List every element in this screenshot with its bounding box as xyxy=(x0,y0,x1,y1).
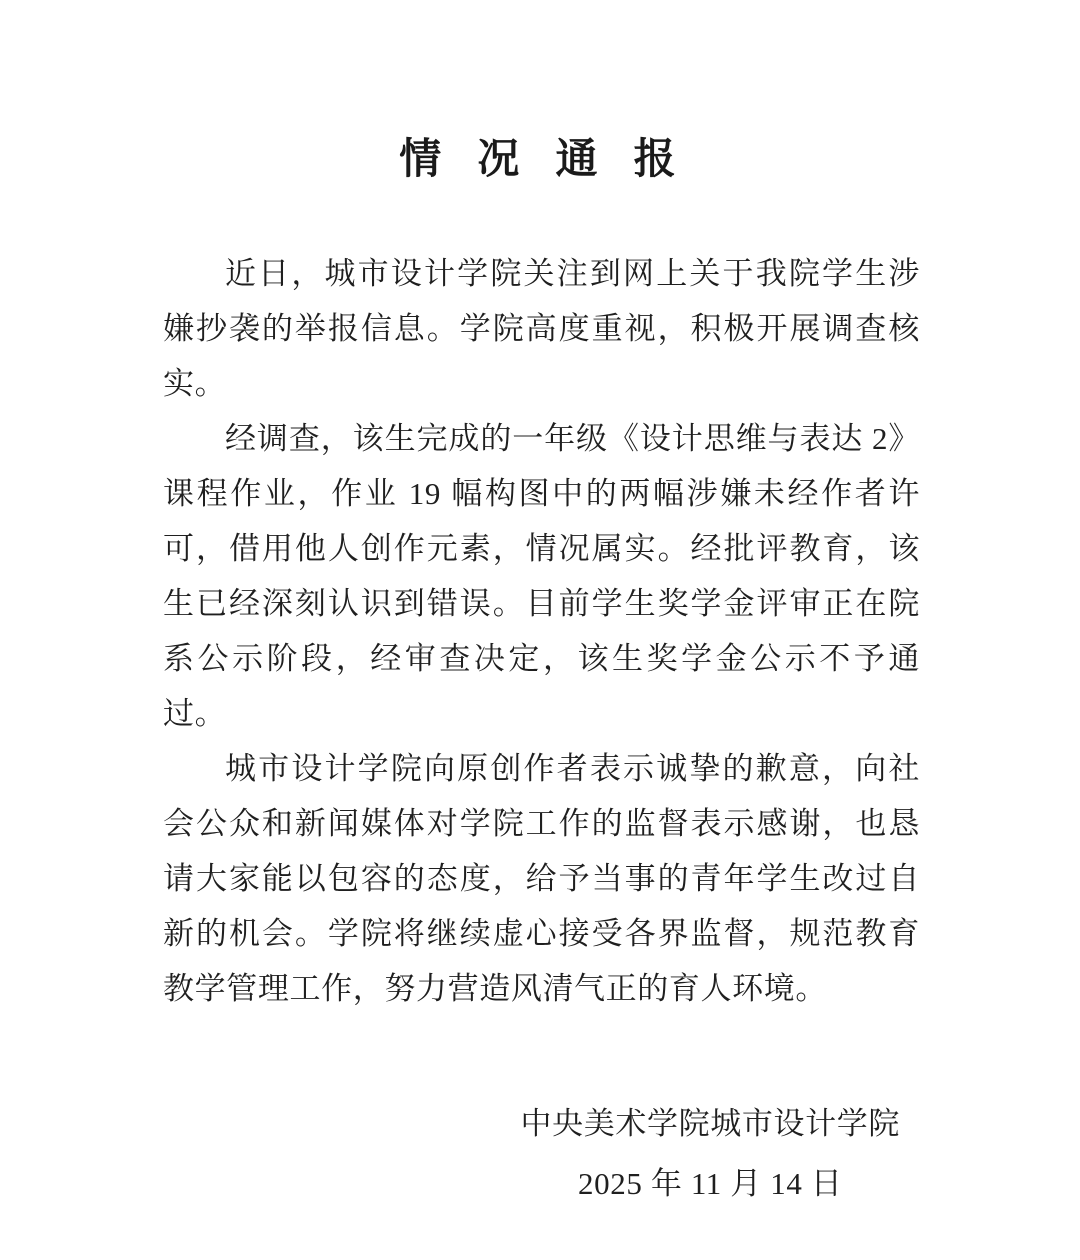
signature-block xyxy=(521,1094,900,1214)
notice-body xyxy=(163,246,920,1016)
issue-date: 2025 年 11 月 14 日 xyxy=(578,1166,843,1201)
notice-paragraph: 城市设计学院向原创作者表示诚挚的歉意，向社会公众和新闻媒体对学院工作的监督表示感谢，也恳请大家能以包容的态度，给予当事的青年学生改过自新的机会。学院将继续虚心接受各界监督，规范教育教学管理工作，努力营造风清气正的育人环境。 xyxy=(163,751,920,1006)
notice-paragraph: 近日，城市设计学院关注到网上关于我院学生涉嫌抄袭的举报信息。学院高度重视，积极开展调查核实。 xyxy=(163,256,920,401)
notice-title: 情 况 通 报 xyxy=(399,137,681,183)
notice-paragraph: 经调查，该生完成的一年级《设计思维与表达 2》课程作业，作业 19 幅构图中的两幅涉嫌未经作者许可，借用他人创作元素，情况属实。经批评教育，该生已经深刻认识到错误。目前学生奖学金评审正在院系公示阶段，经审查决定，该生奖学金公示不予通过。 xyxy=(163,421,920,731)
issuer-signature: 中央美术学院城市设计学院 xyxy=(520,1106,900,1141)
